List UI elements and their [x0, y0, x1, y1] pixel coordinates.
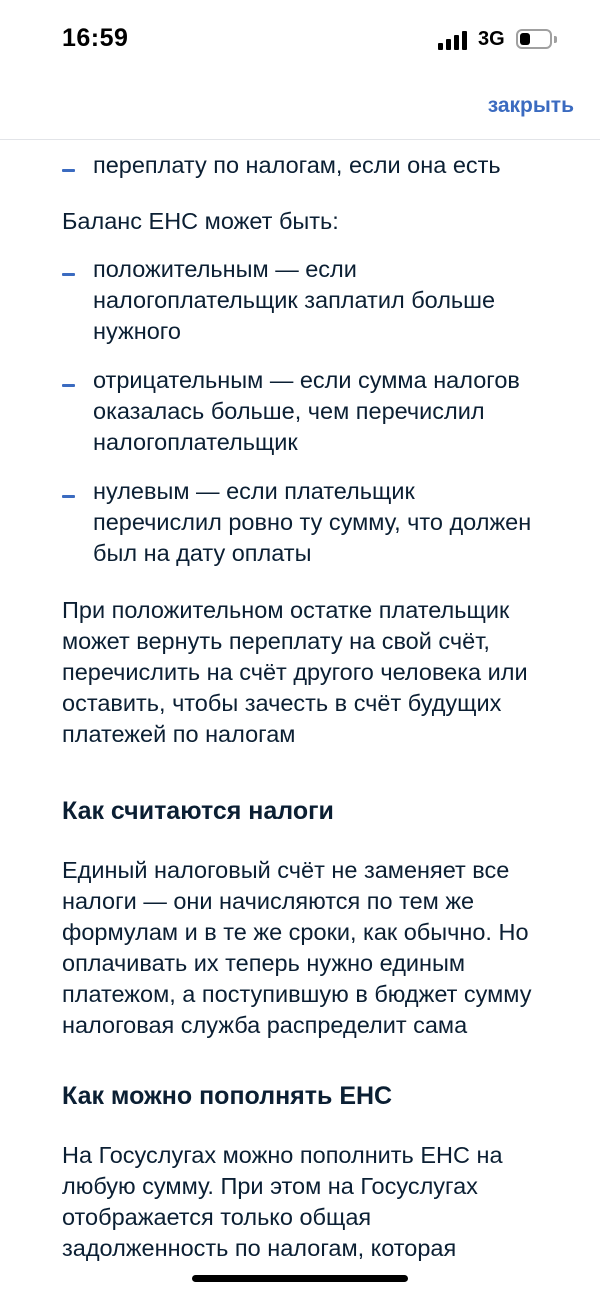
- close-link[interactable]: закрыть: [487, 94, 574, 117]
- dash-bullet-icon: [62, 169, 75, 172]
- dash-bullet-icon: [62, 273, 75, 276]
- battery-icon: [516, 29, 552, 49]
- battery-cap: [554, 36, 557, 43]
- balance-intro: Баланс ЕНС может быть:: [62, 208, 339, 234]
- balance-list: [62, 254, 542, 569]
- home-indicator[interactable]: [192, 1275, 408, 1282]
- top-bar: [0, 80, 600, 140]
- network-type: 3G: [478, 28, 505, 50]
- dash-bullet-icon: [62, 495, 75, 498]
- section-title-ens-topup: Как можно пополнять ЕНС: [62, 1082, 393, 1110]
- section-title-taxes-calculation: Как считаются налоги: [62, 797, 334, 825]
- cellular-signal-icon: [438, 30, 470, 50]
- status-bar: [0, 0, 600, 80]
- top-list: [62, 150, 542, 181]
- dash-bullet-icon: [62, 384, 75, 387]
- list-item-text: нулевым — если плательщик перечислил ровно ту сумму, что должен был на дату оплаты: [93, 478, 532, 566]
- positive-balance-paragraph: При положительном остатке плательщик может вернуть переплату на свой счёт, перечислить на счёт другого человека или оставить, чтобы зачесть в счёт будущих платежей по налогам: [62, 597, 528, 747]
- battery-level: [520, 33, 530, 45]
- status-time: 16:59: [62, 24, 129, 52]
- list-item-text: переплату по налогам, если она есть: [93, 152, 501, 178]
- list-item: [62, 476, 542, 569]
- list-item: [62, 254, 542, 347]
- taxes-calculation-paragraph: Единый налоговый счёт не заменяет все налоги — они начисляются по тем же формулам и в те же сроки, как обычно. Но оплачивать их теперь нужно единым платежом, а поступившую в бюджет сумму налоговая служба распределит сама: [62, 857, 532, 1038]
- ens-topup-paragraph: На Госуслугах можно пополнить ЕНС на любую сумму. При этом на Госуслугах отображается только общая задолженность по налогам, которая: [62, 1142, 503, 1261]
- list-item-text: отрицательным — если сумма налогов оказалась больше, чем перечислил налогоплательщик: [93, 367, 520, 455]
- list-item: [62, 365, 542, 458]
- list-item-text: положительным — если налогоплательщик заплатил больше нужного: [93, 256, 496, 344]
- list-item: [62, 150, 542, 181]
- article-content: [62, 150, 542, 1264]
